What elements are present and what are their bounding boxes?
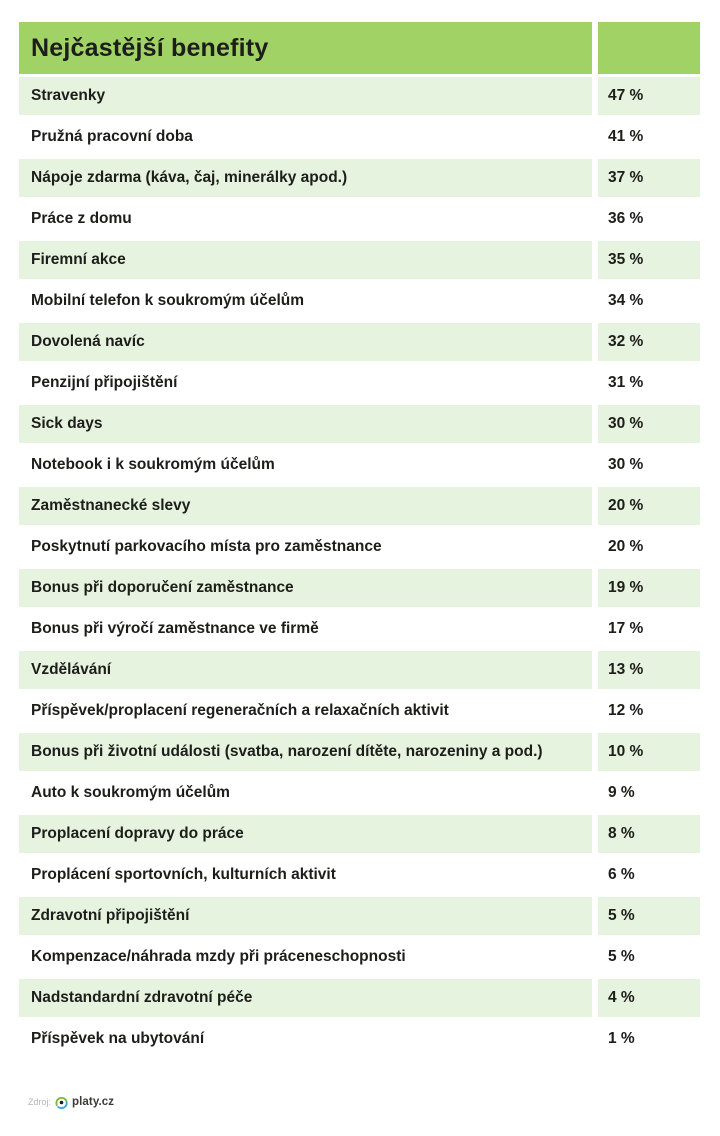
- benefit-value: 19 %: [598, 569, 700, 607]
- benefit-value: 5 %: [598, 897, 700, 935]
- table-row: [19, 446, 700, 484]
- benefit-value: 20 %: [598, 528, 700, 566]
- benefit-value: 12 %: [598, 692, 700, 730]
- benefit-label: Penzijní připojištění: [19, 364, 592, 402]
- table-row: [19, 733, 700, 771]
- benefit-value: 13 %: [598, 651, 700, 689]
- benefit-label: Sick days: [19, 405, 592, 443]
- benefit-value: 34 %: [598, 282, 700, 320]
- benefit-label: Zdravotní připojištění: [19, 897, 592, 935]
- benefit-value: 41 %: [598, 118, 700, 156]
- table-row: [19, 200, 700, 238]
- table-row: [19, 77, 700, 115]
- benefit-value: 47 %: [598, 77, 700, 115]
- table-row: [19, 364, 700, 402]
- benefit-value: 35 %: [598, 241, 700, 279]
- brand-name: platy.cz: [72, 1096, 115, 1108]
- table-row: [19, 897, 700, 935]
- source-label: Zdroj:: [28, 1097, 52, 1107]
- benefit-value: 1 %: [598, 1020, 700, 1058]
- table-row: [19, 651, 700, 689]
- table-row: [19, 118, 700, 156]
- benefit-label: Nadstandardní zdravotní péče: [19, 979, 592, 1017]
- table-row: [19, 282, 700, 320]
- benefit-label: Dovolená navíc: [19, 323, 592, 361]
- table-row: [19, 610, 700, 648]
- benefit-label: Auto k soukromým účelům: [19, 774, 592, 812]
- table-header-row: [19, 22, 700, 74]
- source-attribution: [28, 1094, 114, 1110]
- table-row: [19, 323, 700, 361]
- platy-cz-logo-icon: [54, 1095, 69, 1110]
- benefit-label: Proplácení sportovních, kulturních aktivit: [19, 856, 592, 894]
- benefit-value: 36 %: [598, 200, 700, 238]
- benefit-label: Firemní akce: [19, 241, 592, 279]
- benefit-label: Příspěvek/proplacení regeneračních a relaxačních aktivit: [19, 692, 592, 730]
- benefit-label: Zaměstnanecké slevy: [19, 487, 592, 525]
- benefit-label: Poskytnutí parkovacího místa pro zaměstnance: [19, 528, 592, 566]
- benefit-value: 17 %: [598, 610, 700, 648]
- table-row: [19, 159, 700, 197]
- table-row: [19, 938, 700, 976]
- benefit-label: Proplacení dopravy do práce: [19, 815, 592, 853]
- benefit-label: Práce z domu: [19, 200, 592, 238]
- benefit-value: 32 %: [598, 323, 700, 361]
- table-row: [19, 241, 700, 279]
- benefit-value: 31 %: [598, 364, 700, 402]
- benefit-value: 10 %: [598, 733, 700, 771]
- table-row: [19, 487, 700, 525]
- benefit-label: Bonus při výročí zaměstnance ve firmě: [19, 610, 592, 648]
- table-row: [19, 405, 700, 443]
- benefit-value: 37 %: [598, 159, 700, 197]
- benefit-value: 30 %: [598, 446, 700, 484]
- benefit-label: Nápoje zdarma (káva, čaj, minerálky apod.): [19, 159, 592, 197]
- benefit-value: 6 %: [598, 856, 700, 894]
- benefit-value: 9 %: [598, 774, 700, 812]
- benefit-label: Kompenzace/náhrada mzdy při práceneschopnosti: [19, 938, 592, 976]
- table-header-value-cell: [598, 22, 700, 74]
- table-row: [19, 528, 700, 566]
- benefit-label: Mobilní telefon k soukromým účelům: [19, 282, 592, 320]
- benefit-label: Bonus při doporučení zaměstnance: [19, 569, 592, 607]
- table-row: [19, 815, 700, 853]
- table-row: [19, 979, 700, 1017]
- benefit-value: 4 %: [598, 979, 700, 1017]
- table-row: [19, 774, 700, 812]
- benefit-value: 8 %: [598, 815, 700, 853]
- benefit-value: 30 %: [598, 405, 700, 443]
- benefit-label: Příspěvek na ubytování: [19, 1020, 592, 1058]
- table-row: [19, 692, 700, 730]
- table-row: [19, 569, 700, 607]
- table-row: [19, 1020, 700, 1058]
- benefit-label: Pružná pracovní doba: [19, 118, 592, 156]
- benefit-value: 5 %: [598, 938, 700, 976]
- benefit-label: Notebook i k soukromým účelům: [19, 446, 592, 484]
- table-row: [19, 856, 700, 894]
- benefit-label: Bonus při životní události (svatba, narození dítěte, narozeniny a pod.): [19, 733, 592, 771]
- benefits-table: [19, 22, 700, 1061]
- table-title: Nejčastější benefity: [19, 22, 592, 74]
- benefit-label: Vzdělávání: [19, 651, 592, 689]
- benefit-value: 20 %: [598, 487, 700, 525]
- benefit-label: Stravenky: [19, 77, 592, 115]
- table-rows: [19, 77, 700, 1058]
